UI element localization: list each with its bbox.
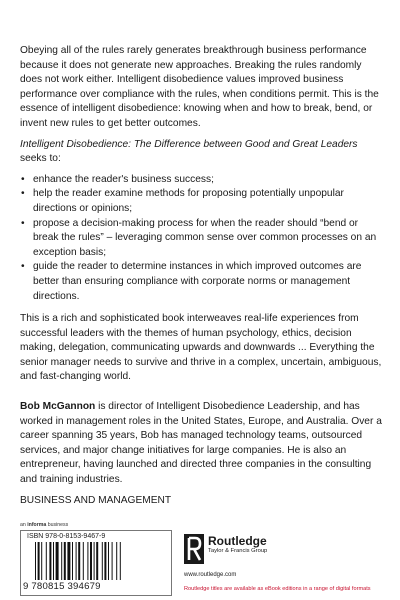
barcode-icon xyxy=(33,542,165,580)
author-name: Bob McGannon xyxy=(20,401,96,413)
barcode-bar xyxy=(72,542,73,580)
publisher-logo xyxy=(184,534,364,568)
barcode-bar xyxy=(49,542,51,580)
barcode-bar xyxy=(61,542,62,580)
author-bio-text: is director of Intelligent Disobedience Leadership, and has worked in management roles in the United States, Europe, and Australia. Over a career spanning 35 years, Bob has managed technology teams, outsourced services, and major change initiatives for large companies. He is also an entrepreneur, having launched and directed three companies in the consulting and training industries. xyxy=(20,401,382,486)
aims-lead-text: seeks to: xyxy=(20,153,61,165)
barcode-bar xyxy=(67,542,70,580)
barcode-bar xyxy=(116,542,117,580)
barcode-bar xyxy=(87,542,88,580)
ebook-availability-note: Routledge titles are available as eBook editions in a range of digital formats xyxy=(184,586,371,592)
aims-list xyxy=(20,173,382,304)
spacer xyxy=(20,391,382,400)
list-item: • help the reader examine methods for proposing potentially unpopular directions or opinions; xyxy=(20,187,382,216)
barcode-bar xyxy=(64,542,66,580)
barcode-bar xyxy=(78,542,80,580)
barcode-bar xyxy=(94,542,95,580)
routledge-logo-icon xyxy=(184,534,204,564)
subject-category: BUSINESS AND MANAGEMENT xyxy=(20,494,172,506)
barcode-bar xyxy=(108,542,109,580)
informa-brand: informa xyxy=(27,522,47,528)
barcode-bar xyxy=(90,542,92,580)
barcode-bar xyxy=(35,542,36,580)
publisher-url[interactable]: www.routledge.com xyxy=(184,572,237,578)
barcode-bar xyxy=(120,542,121,580)
barcode-bar xyxy=(46,542,47,580)
author-bio xyxy=(20,400,382,488)
barcode-bar xyxy=(102,542,103,580)
barcode-bar xyxy=(104,542,106,580)
list-item: • enhance the reader's business success; xyxy=(20,173,382,188)
isbn-barcode-box xyxy=(20,530,172,596)
list-item: • propose a decision-making process for when the reader should “bend or break the rules” – leveraging common sense over common processes on an exception basis; xyxy=(20,217,382,261)
barcode-bar xyxy=(96,542,98,580)
informa-prefix: an xyxy=(20,522,28,528)
back-cover-text xyxy=(20,44,382,514)
barcode-bar xyxy=(83,542,84,580)
informa-suffix: business xyxy=(46,522,69,528)
book-title: Intelligent Disobedience: The Difference between Good and Great Leaders xyxy=(20,138,358,150)
description-paragraph: This is a rich and sophisticated book interweaves real-life experiences from successful leaders with the themes of human psychology, ethics, decision making, delegation, communicating upwards and downwards ... Everything the senior manager needs to survive and thrive in a complex, uncertain, ambiguous, and fast-changing world. xyxy=(20,313,382,383)
publisher-name: Routledge xyxy=(208,534,267,548)
list-item: • guide the reader to determine instances in which improved outcomes are better than ensuring compliance with corporate norms or management directions. xyxy=(20,260,382,304)
back-cover-footer xyxy=(20,522,382,596)
barcode-bar xyxy=(112,542,113,580)
barcode-bar xyxy=(53,542,54,580)
publisher-group: Taylor & Francis Group xyxy=(208,548,268,554)
barcode-bar xyxy=(76,542,77,580)
intro-paragraph: Obeying all of the rules rarely generates breakthrough business performance because it does not generate new approaches. Breaking the rules randomly does not work either. Intelligent disobedience values improved business performance over compliance with the rules, when conditions permit. This is the essence of intelligent disobedience: knowing when and how to break, bend, or invent new rules to get better outcomes. xyxy=(20,45,379,129)
barcode-bar xyxy=(38,542,40,580)
isbn-number: ISBN 978-0-8153-9467-9 xyxy=(27,533,106,540)
informa-business-label xyxy=(20,522,68,528)
book-aims-lead xyxy=(20,138,382,167)
barcode-bar xyxy=(56,542,59,580)
barcode-bar xyxy=(41,542,42,580)
barcode-digits: 9 780815 394679 xyxy=(23,581,101,592)
